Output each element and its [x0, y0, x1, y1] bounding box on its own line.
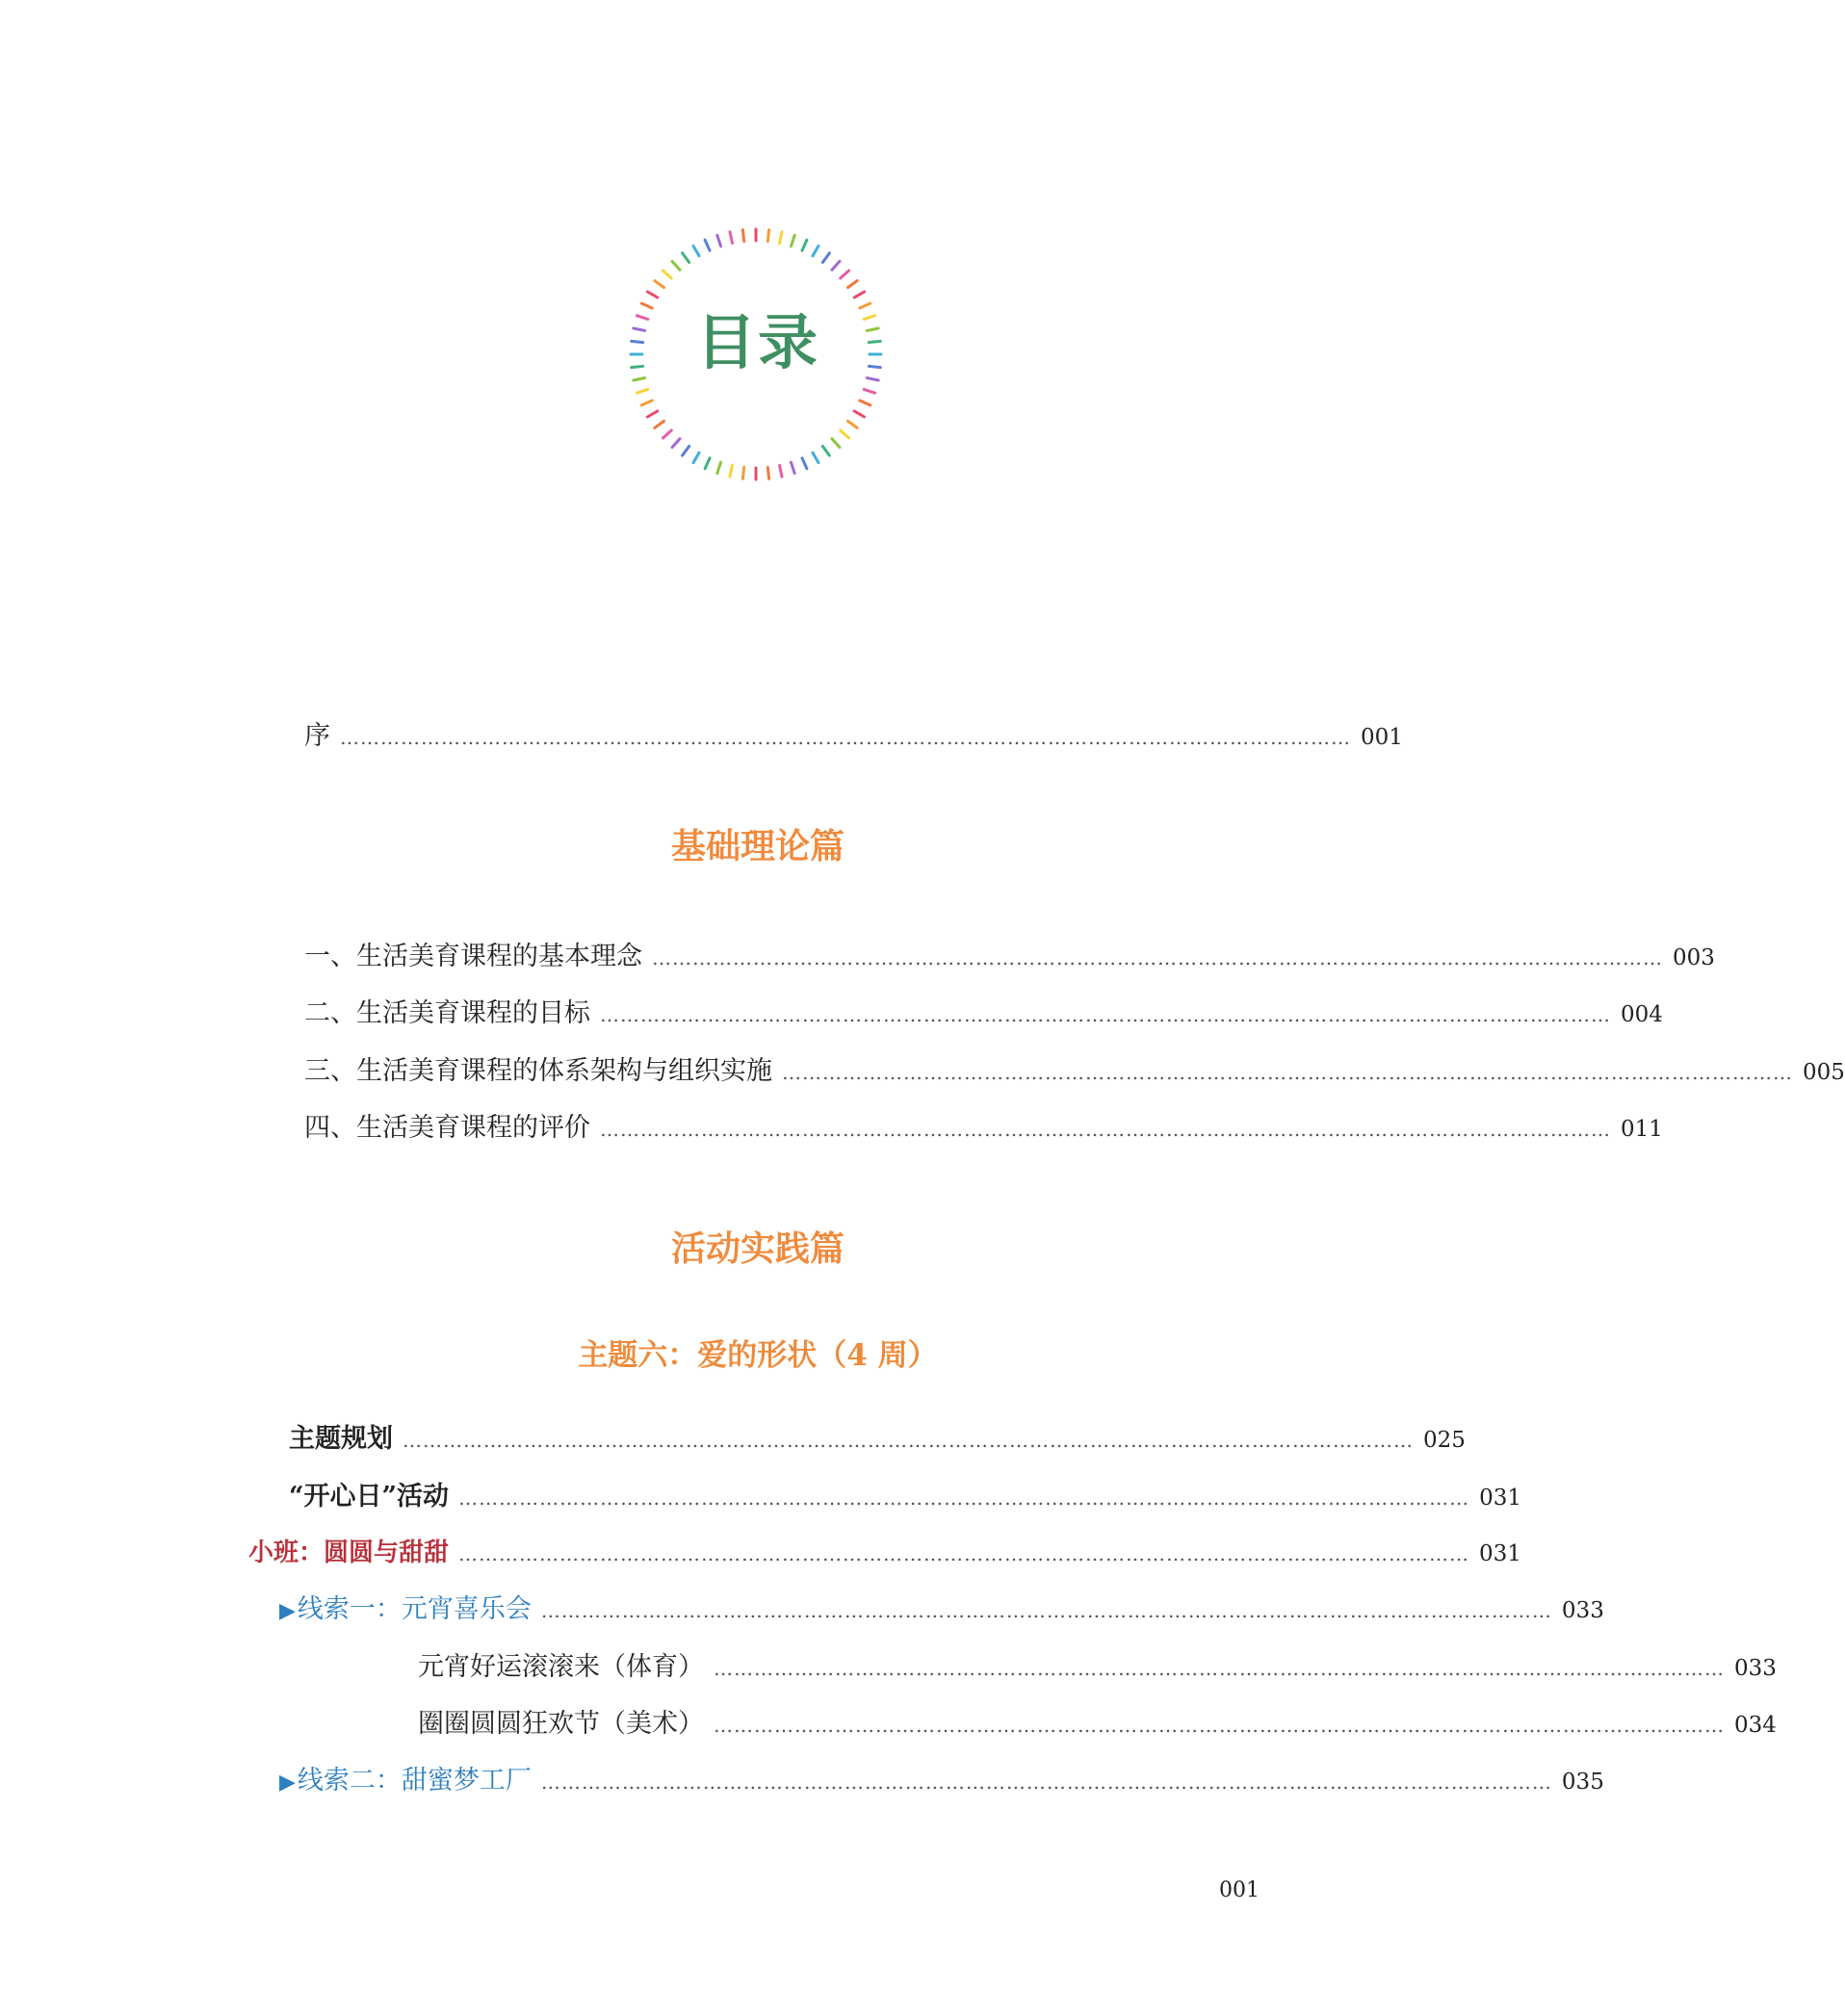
dot-leader: …………………………………………………………………………………………………………………………………… — [714, 1657, 1725, 1680]
toc-row-activity[interactable] — [418, 1702, 1777, 1745]
ring-tick — [860, 303, 871, 308]
ring-tick — [822, 253, 829, 263]
ring-tick — [854, 411, 864, 417]
page-number: 033 — [1561, 1598, 1604, 1623]
toc-label: “开心日”活动 — [289, 1482, 450, 1512]
section-heading-practice: 活动实践篇 — [670, 1229, 845, 1269]
dot-leader: …………………………………………………………………………………………………………………………………… — [340, 726, 1351, 749]
ring-tick — [867, 378, 878, 380]
dot-leader: …………………………………………………………………………………………………………………………………… — [714, 1714, 1725, 1737]
dot-leader: …………………………………………………………………………………………………………………………………… — [782, 1061, 1793, 1084]
clue-label: ▶线索一：元宵喜乐会 — [279, 1594, 532, 1624]
page-number: 005 — [1803, 1060, 1845, 1085]
toc-label: 三、生活美育课程的体系架构与组织实施 — [304, 1056, 772, 1086]
ring-tick — [742, 230, 743, 242]
page-number: 004 — [1621, 1002, 1663, 1027]
page-number: 034 — [1734, 1713, 1777, 1738]
ring-tick — [791, 462, 794, 473]
footer-page-number: 001 — [1219, 1878, 1260, 1902]
toc-label: 二、生活美育课程的目标 — [304, 998, 590, 1028]
toc-row-clue[interactable] — [279, 1759, 1604, 1801]
ring-tick — [634, 378, 645, 380]
ring-tick — [802, 458, 807, 469]
dot-leader: …………………………………………………………………………………………………………………………………… — [600, 1118, 1611, 1141]
toc-label: 圈圈圆圆狂欢节（美术） — [418, 1709, 704, 1739]
ring-tick — [860, 401, 871, 405]
toc-row-activity[interactable] — [418, 1645, 1777, 1688]
ring-tick — [683, 253, 689, 263]
toc-label: 一、生活美育课程的基本理念 — [304, 942, 642, 971]
ring-tick — [847, 421, 857, 427]
page-number: 003 — [1673, 945, 1715, 970]
toc-label: 主题规划 — [289, 1424, 393, 1454]
page-number: 035 — [1561, 1770, 1604, 1795]
ring-tick — [742, 467, 743, 478]
ring-tick — [813, 246, 819, 255]
ring-tick — [717, 462, 721, 473]
ring-tick — [841, 271, 849, 278]
ring-tick — [647, 411, 657, 417]
ring-tick — [767, 467, 768, 478]
ring-tick — [663, 430, 671, 438]
toc-row-class[interactable] — [248, 1533, 1521, 1575]
ring-tick — [802, 240, 807, 250]
ring-tick — [730, 232, 732, 244]
page-number: 001 — [1361, 725, 1403, 750]
toc-label: 四、生活美育课程的评价 — [304, 1113, 590, 1143]
toc-row[interactable] — [304, 1049, 1845, 1092]
ring-tick — [717, 235, 721, 246]
toc-row[interactable] — [304, 992, 1663, 1034]
ring-tick — [641, 303, 652, 308]
dot-leader: …………………………………………………………………………………………………………………………………… — [458, 1542, 1470, 1565]
theme-heading: 主题六：爱的形状（4 周） — [578, 1338, 938, 1373]
ring-tick — [791, 235, 794, 246]
toc-label: 元宵好运滚滚来（体育） — [418, 1652, 704, 1682]
ring-tick — [641, 401, 652, 405]
ring-tick — [683, 446, 689, 455]
ring-tick — [637, 389, 647, 393]
ring-tick — [693, 246, 699, 255]
dot-leader: …………………………………………………………………………………………………………………………………… — [458, 1486, 1470, 1510]
section-heading-theory: 基础理论篇 — [670, 827, 845, 866]
ring-tick — [841, 430, 849, 438]
page-number: 031 — [1479, 1486, 1521, 1511]
class-label: 小班：圆圆与甜甜 — [248, 1538, 450, 1567]
ring-tick — [705, 458, 710, 469]
dot-leader: …………………………………………………………………………………………………………………………………… — [600, 1003, 1611, 1026]
ring-tick — [693, 452, 699, 462]
ring-tick — [832, 439, 840, 448]
toc-row-preface[interactable] — [304, 714, 1403, 757]
ring-tick — [655, 281, 664, 288]
ring-tick — [822, 446, 829, 455]
ring-tick — [780, 232, 782, 244]
dot-leader: …………………………………………………………………………………………………………………………………… — [652, 946, 1663, 969]
ring-tick — [672, 261, 680, 270]
triangle-right-icon: ▶ — [279, 1599, 296, 1623]
ring-tick — [847, 281, 857, 288]
toc-row[interactable] — [304, 1106, 1663, 1149]
ring-tick — [705, 240, 710, 250]
page-number: 033 — [1734, 1656, 1777, 1681]
ring-tick — [813, 452, 819, 462]
toc-row-bullet[interactable] — [248, 1475, 1521, 1517]
ring-tick — [647, 292, 657, 297]
ring-tick — [864, 389, 874, 393]
dot-leader: …………………………………………………………………………………………………………………………………… — [540, 1770, 1552, 1794]
dot-leader: …………………………………………………………………………………………………………………………………… — [403, 1429, 1414, 1452]
ring-tick — [780, 465, 782, 477]
clue-label: ▶线索二：甜蜜梦工厂 — [279, 1766, 532, 1796]
triangle-right-icon: ▶ — [279, 1770, 296, 1795]
ring-tick — [767, 230, 768, 242]
ring-tick — [672, 439, 680, 448]
page-number: 011 — [1621, 1117, 1663, 1142]
toc-row-bullet[interactable] — [248, 1417, 1466, 1460]
ring-tick — [663, 271, 671, 278]
toc-row-clue[interactable] — [279, 1588, 1604, 1630]
page-number: 031 — [1479, 1541, 1521, 1566]
dot-leader: …………………………………………………………………………………………………………………………………… — [540, 1599, 1552, 1622]
toc-label: 序 — [304, 721, 330, 751]
ring-tick — [655, 421, 664, 427]
page-title: 目录 — [695, 307, 819, 377]
toc-row[interactable] — [304, 935, 1715, 977]
page-number: 025 — [1423, 1428, 1466, 1453]
ring-tick — [832, 261, 840, 270]
ring-tick — [730, 465, 732, 477]
ring-tick — [854, 292, 864, 297]
